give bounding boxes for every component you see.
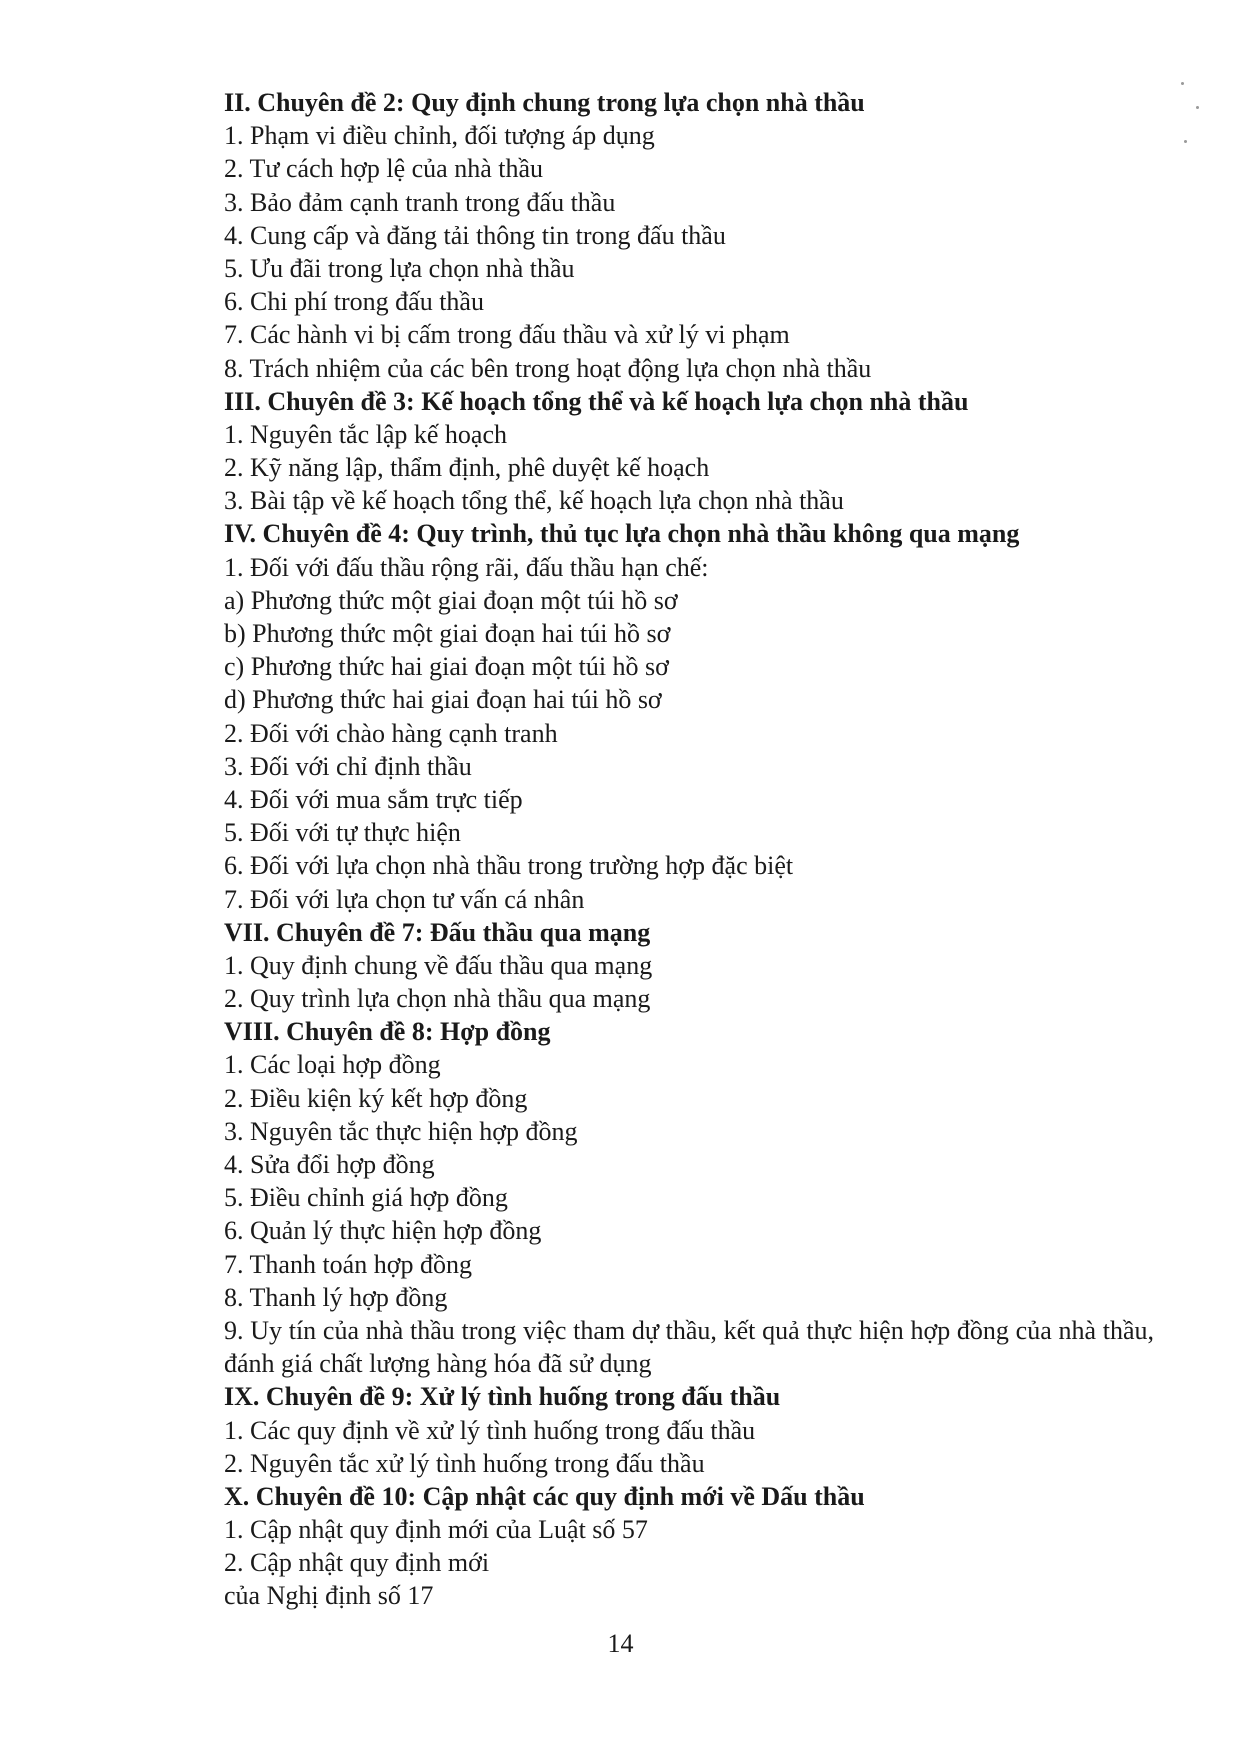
list-item: 6. Đối với lựa chọn nhà thầu trong trường hợp đặc biệt bbox=[224, 851, 794, 881]
list-item: 7. Đối với lựa chọn tư vấn cá nhân bbox=[224, 884, 585, 914]
list-item: 1. Nguyên tắc lập kế hoạch bbox=[224, 419, 508, 449]
document-body bbox=[224, 86, 1154, 1613]
list-item: 3. Nguyên tắc thực hiện hợp đồng bbox=[224, 1116, 578, 1146]
list-item: 1. Đối với đấu thầu rộng rãi, đấu thầu hạn chế: bbox=[224, 552, 709, 582]
list-item: 2. Quy trình lựa chọn nhà thầu qua mạng bbox=[224, 984, 651, 1014]
section-heading: IV. Chuyên đề 4: Quy trình, thủ tục lựa chọn nhà thầu không qua mạng bbox=[224, 519, 1020, 549]
section-heading: II. Chuyên đề 2: Quy định chung trong lựa chọn nhà thầu bbox=[224, 88, 865, 117]
list-item: 4. Sửa đổi hợp đồng bbox=[224, 1150, 435, 1179]
list-item: 1. Quy định chung về đấu thầu qua mạng bbox=[224, 950, 653, 980]
list-item: 8. Trách nhiệm của các bên trong hoạt động lựa chọn nhà thầu bbox=[224, 353, 872, 383]
list-item: 2. Điều kiện ký kết hợp đồng bbox=[224, 1083, 528, 1113]
list-item: d) Phương thức hai giai đoạn hai túi hồ sơ bbox=[224, 685, 662, 715]
list-item: 3. Đối với chỉ định thầu bbox=[224, 751, 472, 781]
list-item: 1. Cập nhật quy định mới của Luật số 57 bbox=[224, 1515, 648, 1545]
list-item: 6. Chi phí trong đấu thầu bbox=[224, 287, 484, 317]
scan-speck bbox=[1181, 82, 1184, 85]
list-item: 5. Điều chỉnh giá hợp đồng bbox=[224, 1183, 508, 1213]
scan-speck bbox=[1196, 106, 1199, 109]
list-item: 1. Các loại hợp đồng bbox=[224, 1050, 441, 1080]
list-item: 3. Bảo đảm cạnh tranh trong đấu thầu bbox=[224, 187, 616, 217]
scan-speck bbox=[1184, 140, 1187, 143]
list-item: a) Phương thức một giai đoạn một túi hồ sơ bbox=[224, 585, 678, 615]
section-heading: III. Chuyên đề 3: Kế hoạch tổng thể và kế hoạch lựa chọn nhà thầu bbox=[224, 386, 969, 416]
list-item: 8. Thanh lý hợp đồng bbox=[224, 1282, 448, 1312]
list-item: 2. Cập nhật quy định mới bbox=[224, 1548, 490, 1578]
list-item: c) Phương thức hai giai đoạn một túi hồ sơ bbox=[224, 652, 669, 682]
list-item: 7. Các hành vi bị cấm trong đấu thầu và xử lý vi phạm bbox=[224, 320, 790, 350]
section-heading: VII. Chuyên đề 7: Đấu thầu qua mạng bbox=[224, 917, 651, 947]
page-number: 14 bbox=[607, 1629, 634, 1658]
list-item: 5. Đối với tự thực hiện bbox=[224, 818, 461, 848]
list-item: 1. Phạm vi điều chỉnh, đối tượng áp dụng bbox=[224, 121, 655, 151]
section-heading: X. Chuyên đề 10: Cập nhật các quy định mới về Dấu thầu bbox=[224, 1481, 865, 1511]
list-item: 2. Tư cách hợp lệ của nhà thầu bbox=[224, 154, 544, 184]
section-heading: VIII. Chuyên đề 8: Hợp đồng bbox=[224, 1017, 551, 1047]
list-item: 9. Uy tín của nhà thầu trong việc tham dự thầu, kết quả thực hiện hợp đồng của nhà thầu, đánh giá chất lượng hàng hóa đã sử dụng bbox=[224, 1315, 1154, 1379]
list-item: 2. Kỹ năng lập, thẩm định, phê duyệt kế hoạch bbox=[224, 453, 710, 483]
list-item: 4. Đối với mua sắm trực tiếp bbox=[224, 784, 523, 814]
list-item: của Nghị định số 17 bbox=[224, 1581, 434, 1611]
list-item: 1. Các quy định về xử lý tình huống trong đấu thầu bbox=[224, 1415, 756, 1445]
list-item: 4. Cung cấp và đăng tải thông tin trong đấu thầu bbox=[224, 220, 726, 250]
list-item: b) Phương thức một giai đoạn hai túi hồ sơ bbox=[224, 619, 671, 648]
list-item: 6. Quản lý thực hiện hợp đồng bbox=[224, 1216, 542, 1246]
section-heading: IX. Chuyên đề 9: Xử lý tình huống trong đấu thầu bbox=[224, 1382, 781, 1412]
list-item: 2. Nguyên tắc xử lý tình huống trong đấu thầu bbox=[224, 1448, 705, 1478]
list-item: 2. Đối với chào hàng cạnh tranh bbox=[224, 718, 558, 748]
list-item: 5. Ưu đãi trong lựa chọn nhà thầu bbox=[224, 253, 575, 283]
list-item: 7. Thanh toán hợp đồng bbox=[224, 1249, 472, 1279]
list-item: 3. Bài tập về kế hoạch tổng thể, kế hoạch lựa chọn nhà thầu bbox=[224, 486, 844, 516]
